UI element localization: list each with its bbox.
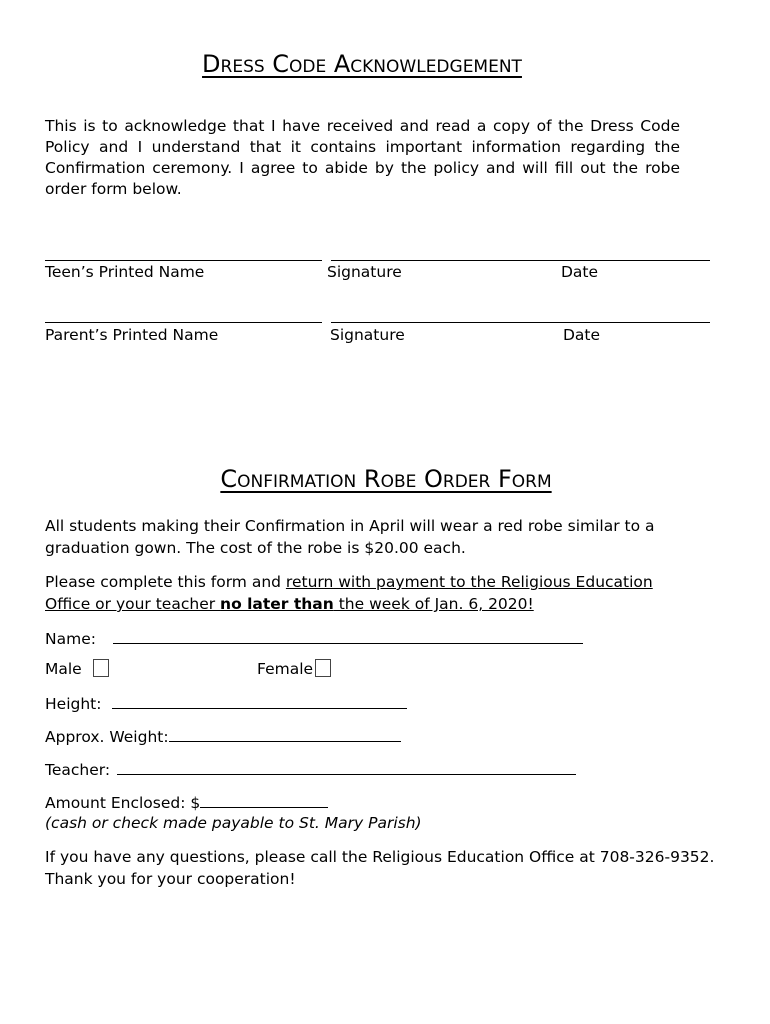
instructions-week-text: the week of Jan. 6, 2020!	[333, 595, 534, 613]
teen-signature-label: Signature	[327, 263, 402, 281]
female-group	[257, 659, 331, 678]
weight-label: Approx. Weight:	[45, 728, 169, 746]
teen-date-label: Date	[561, 263, 599, 281]
dress-code-title: Dress Code Acknowledgement	[202, 50, 522, 78]
robe-intro-paragraph: All students making their Confirmation in April will wear a red robe similar to a graduation gown. The cost of the robe is $20.00 each.	[45, 517, 655, 557]
teen-signature-date-line[interactable]	[331, 260, 710, 261]
gender-row	[45, 659, 109, 678]
weight-row	[45, 725, 401, 746]
amount-label: Amount Enclosed: $	[45, 794, 201, 812]
parent-signature-label: Signature	[330, 326, 405, 344]
amount-field[interactable]	[200, 791, 328, 808]
weight-field[interactable]	[169, 725, 401, 742]
instructions-return-text: return with payment to the Religious Education Office or your teacher	[45, 573, 653, 613]
teen-name-line[interactable]	[45, 260, 322, 261]
name-label: Name:	[45, 630, 96, 648]
male-checkbox[interactable]	[93, 659, 109, 677]
acknowledgement-paragraph: This is to acknowledge that I have received and read a copy of the Dress Code Policy and I understand that it contains important information regarding the Confirmation ceremony. I agree to abide by the policy and will fill out the robe order form below.	[45, 117, 680, 198]
teacher-row	[45, 758, 576, 779]
amount-row	[45, 791, 328, 812]
female-checkbox[interactable]	[315, 659, 331, 677]
questions-text: If you have any questions, please call the Religious Education Office at 708-326-9352.	[45, 848, 715, 866]
parent-name-label: Parent’s Printed Name	[45, 326, 219, 344]
name-field[interactable]	[113, 627, 583, 644]
payable-note: (cash or check made payable to St. Mary Parish)	[45, 814, 422, 832]
name-row	[45, 627, 583, 648]
teen-name-label: Teen’s Printed Name	[45, 263, 205, 281]
parent-date-label: Date	[563, 326, 601, 344]
height-label: Height:	[45, 695, 102, 713]
parent-name-line[interactable]	[45, 322, 322, 323]
instructions-deadline-bold: no later than	[220, 595, 334, 613]
height-field[interactable]	[112, 692, 407, 709]
robe-form-title: Confirmation Robe Order Form	[220, 465, 552, 493]
teacher-field[interactable]	[117, 758, 576, 775]
thanks-text: Thank you for your cooperation!	[45, 870, 296, 888]
robe-instructions-paragraph	[45, 571, 695, 615]
male-label: Male	[45, 660, 82, 678]
instructions-lead: Please complete this form and	[45, 573, 286, 591]
height-row	[45, 692, 407, 713]
teacher-label: Teacher:	[45, 761, 111, 779]
female-label: Female	[257, 660, 314, 678]
parent-signature-date-line[interactable]	[331, 322, 710, 323]
